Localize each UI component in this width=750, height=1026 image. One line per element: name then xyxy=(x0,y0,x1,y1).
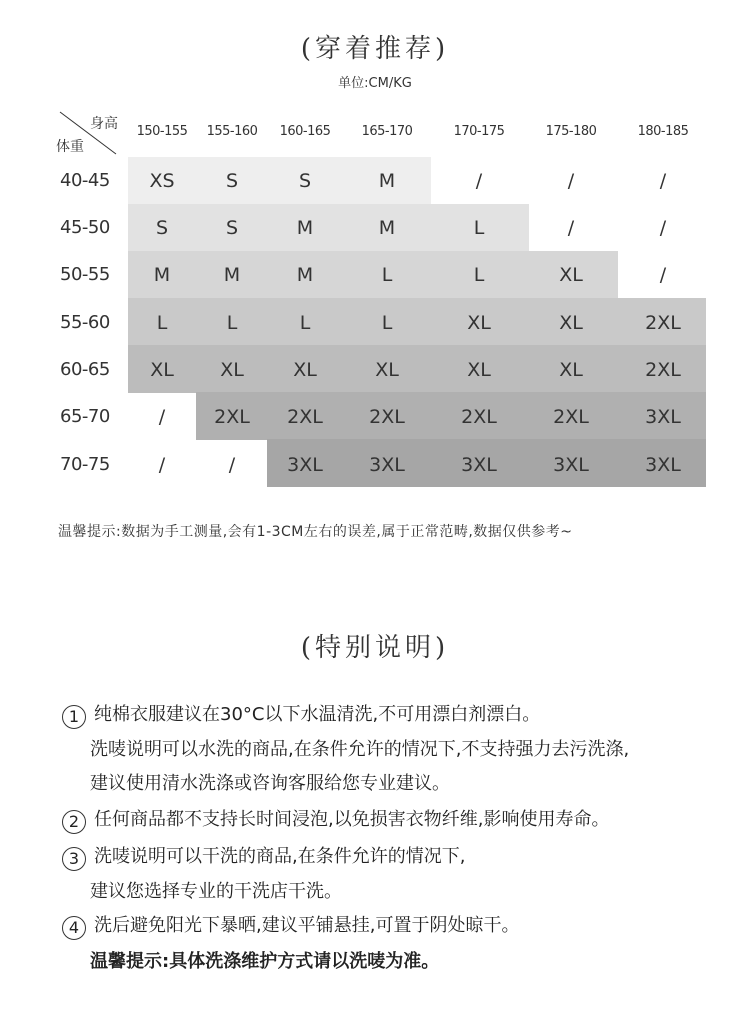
height-column-header: 155-160 xyxy=(206,124,258,139)
care-line: 洗唛说明可以干洗的商品,在条件允许的情况下, xyxy=(94,846,466,867)
height-column-header: 165-170 xyxy=(361,124,413,139)
size-cell: 2XL xyxy=(287,406,323,428)
care-line: 建议您选择专业的干洗店干洗。 xyxy=(90,881,342,902)
circled-number: 2 xyxy=(62,810,86,834)
size-cell: XL xyxy=(559,359,583,381)
size-cell: L xyxy=(473,217,485,239)
size-cell: / xyxy=(659,264,667,286)
circled-number: 3 xyxy=(62,847,86,871)
circled-number: 1 xyxy=(62,705,86,729)
unit-label: 单位:CM/KG xyxy=(338,76,412,91)
weight-row-header: 50-55 xyxy=(60,264,110,285)
size-cell: M xyxy=(296,264,314,286)
size-cell: / xyxy=(659,170,667,192)
size-cell: M xyxy=(378,217,396,239)
size-cell: S xyxy=(225,170,239,192)
size-cell: L xyxy=(299,312,311,334)
care-item-1 xyxy=(62,700,540,729)
weight-axis-label: 体重 xyxy=(56,139,84,155)
size-cell: 2XL xyxy=(645,312,681,334)
size-cell: XL xyxy=(467,359,491,381)
care-line: 洗后避免阳光下暴晒,建议平铺悬挂,可置于阴处晾干。 xyxy=(94,915,520,936)
care-tip: 温馨提示:具体洗涤维护方式请以洗唛为准。 xyxy=(90,951,440,972)
size-cell: L xyxy=(156,312,168,334)
size-cell: 2XL xyxy=(461,406,497,428)
care-item-2 xyxy=(62,805,609,834)
size-cell: 2XL xyxy=(214,406,250,428)
size-cell: 3XL xyxy=(645,454,681,476)
size-cell: 3XL xyxy=(369,454,405,476)
size-cell: L xyxy=(226,312,238,334)
table-corner-header xyxy=(56,110,118,156)
size-cell: XL xyxy=(375,359,399,381)
height-axis-label: 身高 xyxy=(90,116,118,132)
size-cell: L xyxy=(473,264,485,286)
care-item-4 xyxy=(62,911,519,940)
size-cell: 3XL xyxy=(287,454,323,476)
size-cell: 3XL xyxy=(645,406,681,428)
size-cell: / xyxy=(567,217,575,239)
height-column-header: 175-180 xyxy=(545,124,597,139)
size-cell: XL xyxy=(559,312,583,334)
size-cell: / xyxy=(475,170,483,192)
height-column-header: 150-155 xyxy=(136,124,188,139)
care-line: 洗唛说明可以水洗的商品,在条件允许的情况下,不支持强力去污洗涤, xyxy=(90,739,630,760)
size-cell: M xyxy=(223,264,241,286)
size-cell: 3XL xyxy=(461,454,497,476)
size-cell: / xyxy=(659,217,667,239)
height-column-header: 170-175 xyxy=(453,124,505,139)
circled-number: 4 xyxy=(62,916,86,940)
size-cell: 2XL xyxy=(645,359,681,381)
size-cell: XS xyxy=(149,170,175,192)
size-cell: XL xyxy=(559,264,583,286)
size-cell: 3XL xyxy=(553,454,589,476)
size-cell: XL xyxy=(150,359,174,381)
care-section-title: (特别说明) xyxy=(300,633,450,663)
measurement-note: 温馨提示:数据为手工测量,会有1-3CM左右的误差,属于正常范畴,数据仅供参考~ xyxy=(58,524,573,540)
size-cell: / xyxy=(158,454,166,476)
size-cell: XL xyxy=(467,312,491,334)
height-column-header: 160-165 xyxy=(279,124,331,139)
size-cell: / xyxy=(228,454,236,476)
size-cell: / xyxy=(158,406,166,428)
care-line: 任何商品都不支持长时间浸泡,以免损害衣物纤维,影响使用寿命。 xyxy=(94,809,610,830)
size-cell: M xyxy=(153,264,171,286)
weight-row-header: 70-75 xyxy=(60,454,110,475)
weight-row-header: 40-45 xyxy=(60,170,110,191)
size-section-title: (穿着推荐) xyxy=(300,34,450,64)
size-cell: XL xyxy=(220,359,244,381)
size-cell: S xyxy=(155,217,169,239)
care-item-3 xyxy=(62,842,465,871)
size-cell: / xyxy=(567,170,575,192)
weight-row-header: 65-70 xyxy=(60,406,110,427)
weight-row-header: 45-50 xyxy=(60,217,110,238)
size-cell: L xyxy=(381,312,393,334)
size-cell: M xyxy=(378,170,396,192)
size-cell: XL xyxy=(293,359,317,381)
height-column-header: 180-185 xyxy=(637,124,689,139)
size-cell: 2XL xyxy=(369,406,405,428)
size-cell: S xyxy=(298,170,312,192)
care-line: 纯棉衣服建议在30°C以下水温清洗,不可用漂白剂漂白。 xyxy=(94,704,541,725)
care-line: 建议使用清水洗涤或咨询客服给您专业建议。 xyxy=(90,773,450,794)
weight-row-header: 55-60 xyxy=(60,312,110,333)
size-cell: L xyxy=(381,264,393,286)
weight-row-header: 60-65 xyxy=(60,359,110,380)
size-cell: M xyxy=(296,217,314,239)
size-cell: S xyxy=(225,217,239,239)
size-cell: 2XL xyxy=(553,406,589,428)
